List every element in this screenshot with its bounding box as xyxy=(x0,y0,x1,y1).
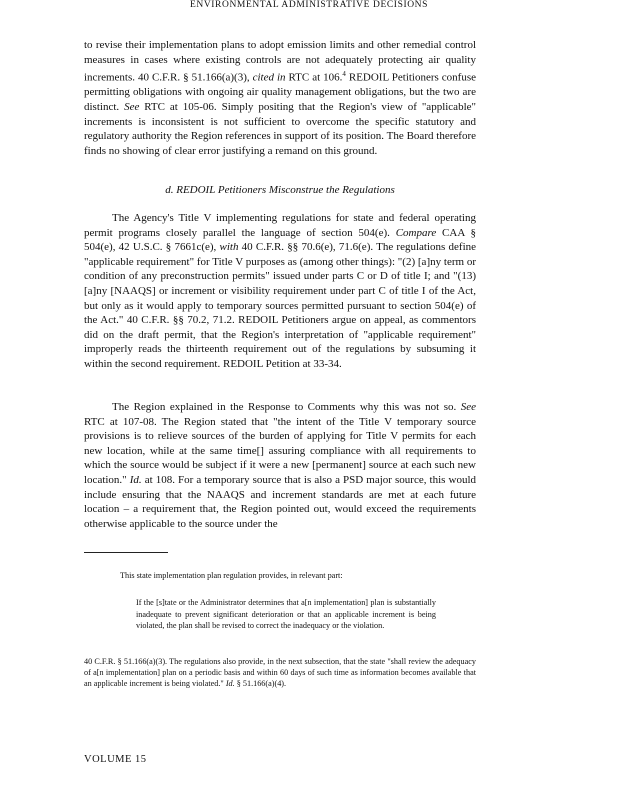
running-header: ENVIRONMENTAL ADMINISTRATIVE DECISIONS xyxy=(189,0,429,10)
p3-text-b: RTC at 107-08. The Region stated that "the intent of the Title V temporary source provisions is to relieve sources of the burden of applying for Title V permits for each new location, while at the same time[] assuring compliance with all requirements to which the source would be subject if it were a new [permanent] source at each such new location." xyxy=(84,415,476,486)
p3-text-c: at 108. For a temporary source that is also a PSD major source, this would include ensuring that the NAAQS and increment standards are met at each future location – a requirement that, the Region pointed out, would exceed the requirements otherwise applicable to the source under the xyxy=(84,473,476,530)
p1-text-b: RTC at 106. xyxy=(285,71,343,84)
fn-cite-b: § 51.166(a)(4). xyxy=(234,679,287,689)
body-paragraph-1 xyxy=(84,38,476,158)
footnote-marker[interactable]: 4 xyxy=(342,70,346,79)
p1-cited-in: cited in xyxy=(252,71,286,84)
p1-text-a: to revise their implementation plans to adopt emission limits and other remedial control measures in cases where existing controls are not adequately protecting air quality increments. 40 C.F.R. § 51.166(a)(3), xyxy=(84,39,476,84)
p2-text-a: The Agency's Title V implementing regulations for state and federal operating permit programs closely parallel the language of section 504(e). xyxy=(84,212,476,239)
footnote-divider xyxy=(84,552,168,553)
footnote-block-quote: If the [s]tate or the Administrator determines that a[n implementation] plan is substantially inadequate to prevent significant deterioration or that an applicable increment is being violated, the plan shall be revised to correct the inadequacy or the violation. xyxy=(136,598,436,631)
p2-text-c: 40 C.F.R. §§ 70.6(e), 71.6(e). The regulations define "applicable requirement" for Title V purposes as (among other things): "(2) [a]ny term or condition of any preconstruction permits" issued under parts C or D of title I; and "(13) [a]ny [NAAQS] or increment or visibility requirement under part C of title I of the Act, but only as it would apply to temporary sources permitted pursuant to section 504(e) of the Act." 40 C.F.R. §§ 70.2, 71.2. REDOIL Petitioners argue on appeal, as commentors did on the draft permit, that the Region's interpretation of "applicable requirement" improperly reads the thirteenth requirement out of the regulations by subsuming it within the second requirement. REDOIL Petition at 33-34. xyxy=(84,241,477,370)
p3-see: See xyxy=(460,401,476,413)
p2-text-b: CAA § 504(e), 42 U.S.C. § 7661c(e), xyxy=(84,226,476,254)
p2-compare: Compare xyxy=(395,226,437,239)
footnote-citation xyxy=(84,656,476,690)
section-subheading: d. REDOIL Petitioners Misconstrue the Regulations xyxy=(165,184,395,196)
p1-see: See xyxy=(124,101,140,114)
p1-text-c: REDOIL Petitioners confuse permitting obligations with ongoing air quality management obligations, but the two are distinct. xyxy=(84,71,477,114)
footnote-intro: This state implementation plan regulation provides, in relevant part: xyxy=(120,571,343,580)
fn-cite-a: 40 C.F.R. § 51.166(a)(3). The regulations also provide, in the next subsection, that the state "shall review the adequacy of a[n implementation] plan on a periodic basis and within 60 days of such time as information becomes available that an applicable increment is being violated." xyxy=(84,657,476,689)
p3-text-a: The Region explained in the Response to Comments why this was not so. xyxy=(112,401,461,413)
body-paragraph-3 xyxy=(84,400,476,531)
p2-with: with xyxy=(219,241,239,254)
body-paragraph-2 xyxy=(84,211,476,372)
p3-id: Id. xyxy=(129,473,142,486)
volume-footer: VOLUME 15 xyxy=(84,754,147,765)
p1-text-d: RTC at 105-06. Simply positing that the Region's view of "applicable" increments is inconsistent is not sufficient to overcome the specific statutory and regulatory authority the Region references in support of its position. The Board therefore finds no showing of clear error justifying a remand on this ground. xyxy=(84,101,476,157)
fn-cite-id: Id. xyxy=(225,679,235,689)
